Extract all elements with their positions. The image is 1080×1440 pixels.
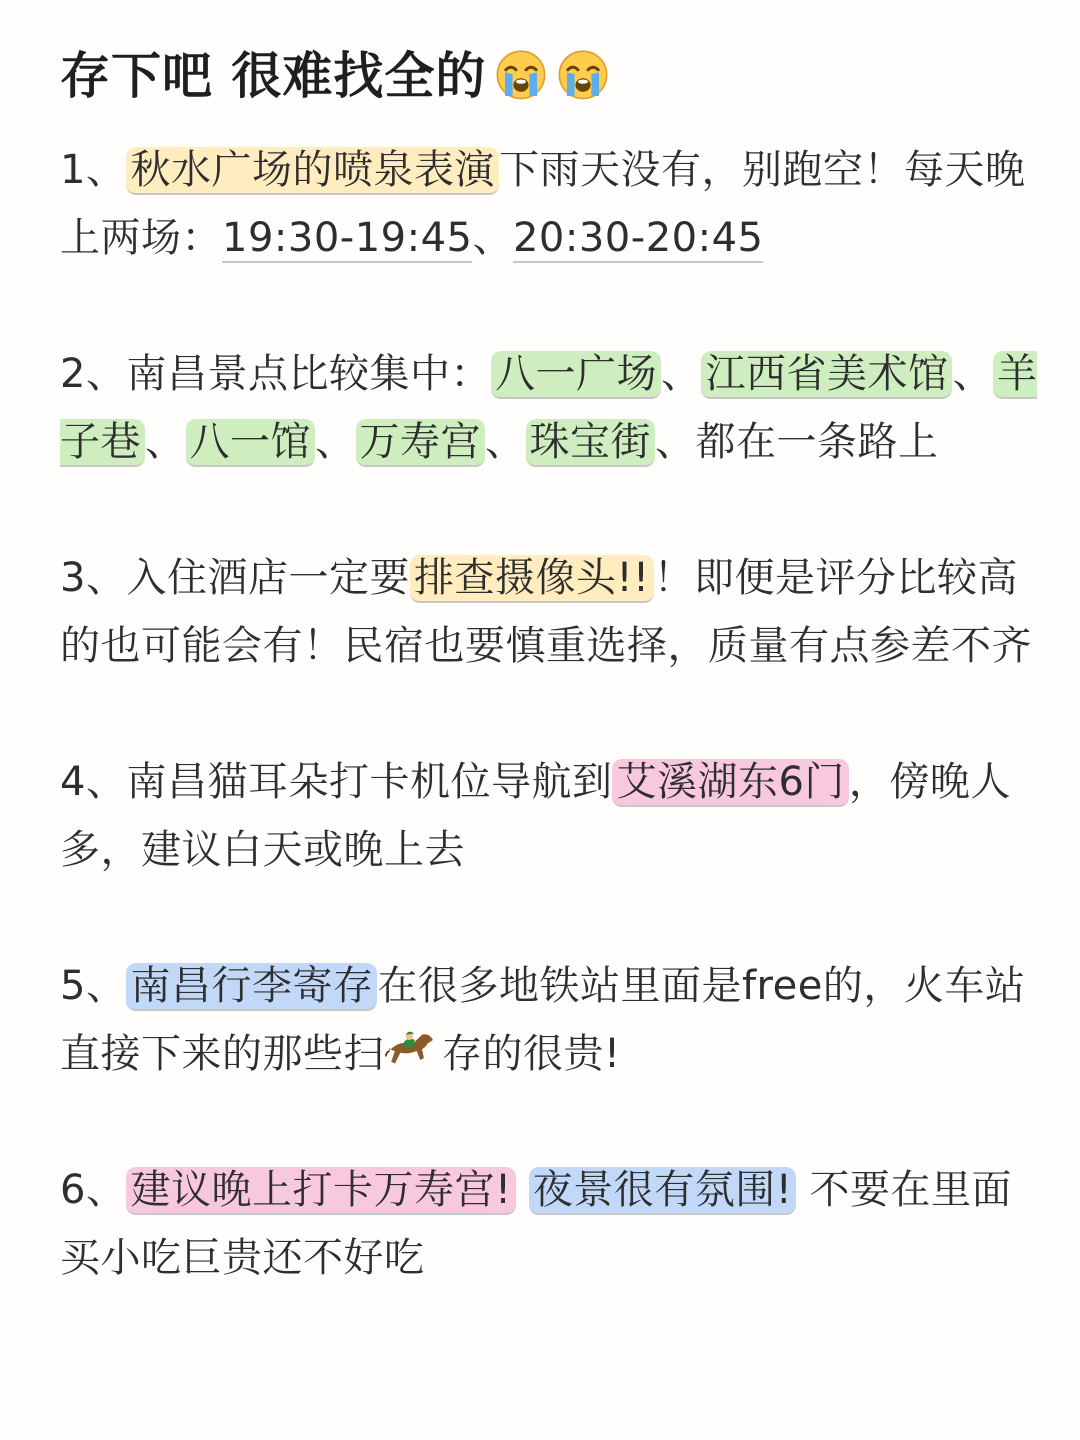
highlight-bayi-hall: 八一馆 — [186, 419, 316, 467]
highlight-jewelry-street: 珠宝街 — [526, 419, 656, 467]
horse-racing-icon — [384, 1027, 442, 1073]
tip-text: 下雨天没有，别跑空！每天晚上两场： — [60, 147, 1026, 261]
tip-text: 、 — [472, 215, 513, 261]
tip-text: ！即便是评分比较高的也可能会有！民宿也要慎重选择，质量有点参差不齐 — [60, 555, 1032, 669]
tip-6 — [60, 1156, 1040, 1292]
tip-text: 入住酒店一定要 — [126, 555, 410, 601]
tip-5 — [60, 952, 1040, 1088]
tip-text: 、 — [660, 351, 702, 397]
tip-number: 4、 — [60, 759, 127, 805]
tip-text: 在很多地铁站里面是free的，火车站直接下来的那些扫 — [60, 963, 1026, 1077]
highlight-bayi-square: 八一广场 — [491, 351, 661, 399]
highlight-aixi-lake-gate: 艾溪湖东6门 — [612, 759, 848, 807]
tip-text: 不要在里面买小吃巨贵还不好吃 — [60, 1167, 1012, 1281]
tip-text — [516, 1167, 529, 1213]
tip-text: 南昌景点比较集中： — [126, 351, 491, 397]
highlight-luggage-storage: 南昌行李寄存 — [126, 963, 377, 1011]
show-time-1: 19:30-19:45 — [222, 215, 473, 261]
tip-2 — [60, 340, 1040, 476]
tip-number: 5、 — [60, 963, 127, 1009]
tip-1 — [60, 136, 1040, 272]
tip-text: ，傍晚人多，建议白天或晚上去 — [60, 759, 1011, 873]
tip-3 — [60, 544, 1040, 680]
tip-text: 存的很贵! — [442, 1031, 621, 1077]
highlight-night-view: 夜景很有氛围! — [529, 1167, 797, 1215]
page-title — [60, 40, 1040, 112]
highlight-art-museum: 江西省美术馆 — [701, 351, 952, 399]
highlight-wanshou-night: 建议晚上打卡万寿宫! — [126, 1167, 515, 1215]
highlight-wanshou-palace: 万寿宫 — [356, 419, 486, 467]
tip-text: 、 — [315, 419, 356, 465]
highlight-yangzi-alley: 羊子巷 — [60, 351, 1038, 465]
tip-text: 、都在一条路上 — [655, 419, 939, 465]
tip-number: 3、 — [60, 555, 127, 601]
highlight-fountain-show: 秋水广场的喷泉表演 — [126, 147, 499, 195]
tip-number: 1、 — [60, 147, 127, 193]
tip-text: 南昌猫耳朵打卡机位导航到 — [126, 759, 613, 805]
tip-text: 、 — [145, 419, 186, 465]
tip-text: 、 — [952, 351, 993, 397]
tip-number: 6、 — [60, 1167, 127, 1213]
crying-face-icon — [556, 47, 610, 101]
title-text: 存下吧 很难找全的 — [60, 47, 487, 105]
tip-4 — [60, 748, 1040, 884]
tip-number: 2、 — [60, 351, 127, 397]
crying-face-icon — [494, 47, 548, 101]
highlight-check-cameras: 排查摄像头!! — [410, 555, 654, 603]
tip-text: 、 — [485, 419, 526, 465]
show-time-2: 20:30-20:45 — [512, 215, 764, 261]
